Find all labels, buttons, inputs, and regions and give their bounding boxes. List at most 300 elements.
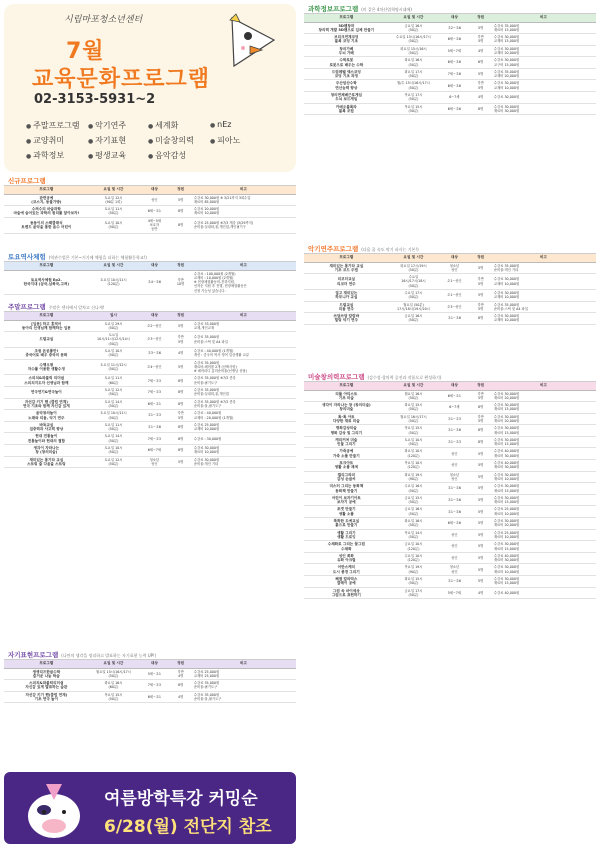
table-row xyxy=(304,425,596,437)
note: 수강료 30,000원 교재비 10,000원 xyxy=(491,289,596,301)
schedule: 월요일 16시/17시 (50분) xyxy=(389,413,439,425)
schedule: 토요일 11시 (50분) xyxy=(89,421,139,433)
column-header: 대상 xyxy=(438,382,470,390)
table-row xyxy=(304,45,596,57)
schedule: 목요일 19시 (90분) xyxy=(389,564,439,576)
note: 수강료 : 30,000원 xyxy=(191,433,296,445)
program-name: 걸고 재미있는 하모니카 교실 xyxy=(304,289,389,301)
capacity: 5명 xyxy=(470,529,490,541)
capacity: 5명 xyxy=(470,289,490,301)
program-table xyxy=(4,262,296,295)
capacity: 각반 5명 xyxy=(470,34,490,46)
capacity: 8명 xyxy=(470,402,490,414)
program-table xyxy=(304,254,596,325)
schedule: 수요일 16시 (50분) xyxy=(389,483,439,495)
note: 수강료 30,000원 준비물:개인 기타 xyxy=(191,456,296,468)
target: 6세~초6 xyxy=(438,518,470,530)
schedule: 목요일 15시 (50분) xyxy=(89,691,139,703)
schedule: 월요일 15시/16시/17시 (50분) xyxy=(89,668,139,680)
history-section xyxy=(4,252,296,295)
target: 초3~성인 xyxy=(438,301,470,313)
selfdev-section xyxy=(4,650,296,703)
table-row xyxy=(304,103,596,115)
capacity: 5명 xyxy=(470,564,490,576)
column-header: 프로그램 xyxy=(4,186,89,194)
program-name: 생각이 자라나는 창 (창의미술) xyxy=(4,445,89,457)
cow-mascot xyxy=(14,778,94,840)
schedule: 화요일 15시 (50분) xyxy=(389,402,439,414)
note: 수강료 25,000원 ※7/3 개강 (3/29까지) 준비물:실내화,물,개인컵,개인필기구 xyxy=(191,217,296,233)
note: 수강료 30,000원 재료비 15,000원 xyxy=(491,436,596,448)
target: 초1~성인 xyxy=(438,274,470,290)
capacity: 4명 xyxy=(170,347,190,359)
note: 수강료 30,000원 교재비 10,000원 xyxy=(491,274,596,290)
program-name: 3D펜창작 창의력 개발 3D펜으로 입체 만들기 xyxy=(304,22,389,34)
capacity: 각반 5명 xyxy=(470,390,490,402)
note: 수강료 25,000원 교재비 25,000원 xyxy=(191,668,296,680)
target: 6세~초1 xyxy=(138,206,170,218)
category-item: ● 미술창의력 xyxy=(148,135,210,146)
category-item: ● 주말프로그램 xyxy=(26,120,88,131)
section-title-text: 미술창의력프로그램 xyxy=(308,373,365,381)
schedule: 토요일 12시 (50분) xyxy=(89,456,139,468)
section-title-text: 신규프로그램 xyxy=(8,177,46,185)
program-name: 연극연기&연극놀이 xyxy=(4,387,89,399)
target: 5세~7세 xyxy=(438,45,470,57)
section-title xyxy=(304,244,596,254)
target: 청소년 성인 xyxy=(438,471,470,483)
target: 성인 xyxy=(438,541,470,553)
program-name: 리틀 아티스트 기초 미술 xyxy=(304,390,389,402)
program-name: 드럼교실 리듬 연주 xyxy=(304,301,389,313)
table-row xyxy=(4,691,296,703)
target: 초1~초3 xyxy=(438,413,470,425)
table-row xyxy=(304,289,596,301)
note: 수강료 30,000원 재료비 15,000원 xyxy=(491,494,596,506)
section-title xyxy=(304,4,596,14)
target: 6~7세 xyxy=(438,92,470,104)
section-title-text: 악기연주프로그램 xyxy=(308,245,359,253)
target: 초1~초3 xyxy=(438,436,470,448)
program-name: 톡-톡 아트 다양한 재료 미술 xyxy=(304,413,389,425)
column-header: 프로그램 xyxy=(4,312,89,320)
section-title xyxy=(304,372,596,382)
schedule: 수요일 17시 (50분) xyxy=(389,289,439,301)
table-row xyxy=(304,301,596,313)
target: 7세~초6 xyxy=(438,68,470,80)
schedule: 토요일 29시 (50분) xyxy=(89,320,139,332)
target: 초1~초6 xyxy=(438,425,470,437)
program-name: 바둑교실 집중력과 사고력 향상 xyxy=(4,421,89,433)
program-name: 명화감상미술 명화 감상 및 그리기 xyxy=(304,425,389,437)
section-subtitle: 주말은 센터에서 알차고 신나게! xyxy=(48,305,105,310)
target: 7세~초3 xyxy=(138,387,170,399)
target: 6세~7세 xyxy=(138,445,170,457)
schedule: 토요일 11시 (50분) xyxy=(89,206,139,218)
capacity: 5명 xyxy=(470,262,490,274)
schedule: 월요일 16시 (50분) xyxy=(389,390,439,402)
program-name: 성인 회화 유화 아크릴 xyxy=(304,552,389,564)
capacity: 4명 xyxy=(470,45,490,57)
note: 수강료 : 100,000원 (2개월) 교재비 : 10,000원 (2개월) ※ 현장체험활동비-진하지원, 선착순 지원 후 진행, 현장체험활동은 신청 가능성 있습니다. xyxy=(191,270,296,294)
table-row xyxy=(4,410,296,422)
section-subtitle: (나만의 생각을 정리하고 발표하는 자기표현 능력 UP!) xyxy=(61,653,157,658)
table-row xyxy=(4,433,296,445)
target: 6세~초6 xyxy=(438,80,470,92)
schedule: 월/수 15시/16시/17시 (50분) xyxy=(389,80,439,92)
schedule: 토요일 10시 (50분) xyxy=(89,445,139,457)
column-header: 비고 xyxy=(491,14,596,22)
program-name: 수행오평 자수를 이용한 생활수정 xyxy=(4,359,89,375)
target: 7세~초3 xyxy=(138,680,170,692)
music-section xyxy=(304,244,596,325)
column-header: 정원 xyxy=(170,186,190,194)
target: 7세~초3 xyxy=(138,433,170,445)
note: 수강료 35,000원 교재비 20,000원 xyxy=(491,68,596,80)
schedule: 토요일 10시 (50분) xyxy=(389,436,439,448)
section-title-text: 주말프로그램 xyxy=(8,303,46,311)
program-name: 드럼교실 xyxy=(4,332,89,348)
note: 수강료 30,000원 재료비 10,000원 xyxy=(491,471,596,483)
target: 청소년 성인 xyxy=(138,456,170,468)
table-row xyxy=(304,552,596,564)
column-header: 정원 xyxy=(470,382,490,390)
program-name: 캘리그라피 감성 손글씨 xyxy=(304,471,389,483)
target: 초2~초6 xyxy=(438,22,470,34)
capacity: 5명 xyxy=(470,22,490,34)
note: 수강료 30,000원 재료비 20,000원 xyxy=(491,518,596,530)
program-name: 현대 전통놀이 전통놀이와 현대의 결합 xyxy=(4,433,89,445)
program-name: 관련공예 (코스지, 동물가방) xyxy=(4,194,89,206)
table-row xyxy=(304,57,596,69)
column-header: 대상 xyxy=(138,262,170,270)
capacity: 8명 xyxy=(170,421,190,433)
capacity: 8명 xyxy=(470,436,490,448)
schedule: 화요일 15시 (50분) xyxy=(389,576,439,588)
column-header: 대상 xyxy=(438,254,470,262)
table-row xyxy=(304,518,596,530)
program-name: 토요역사체험 Ep2. 한국지대 (삼국,남북국,고려) xyxy=(4,270,89,294)
target: 초1~초6 xyxy=(438,494,470,506)
table-row xyxy=(304,402,596,414)
note: 수강료 30,000원 재료비 10,000원 xyxy=(491,564,596,576)
program-name: 포켓 만들기 생활 소품 xyxy=(304,506,389,518)
capacity: 5명 xyxy=(470,460,490,472)
program-name: 어린이 보자기아트 보자기 공예 xyxy=(304,494,389,506)
column-header: 대상 xyxy=(138,186,170,194)
capacity: 8명 xyxy=(170,433,190,445)
schedule: 토요일 11시/12시 (50분) xyxy=(89,359,139,375)
category-tag: ● 피아노 xyxy=(210,135,250,146)
table-row xyxy=(304,564,596,576)
target: 7세~초3 xyxy=(138,375,170,387)
capacity: 각반 5명 xyxy=(470,274,490,290)
target: 초4~성인 xyxy=(138,359,170,375)
target: 초1~초6 xyxy=(438,576,470,588)
program-table xyxy=(4,186,296,234)
schedule: 금요일 16시 (50분) xyxy=(389,313,439,325)
note: 수강료 40,000원 재료비 30,000원 xyxy=(491,448,596,460)
column-header: 비고 xyxy=(191,660,296,668)
center-name: 시립마포청소년센터 xyxy=(64,15,143,25)
column-header: 비고 xyxy=(491,254,596,262)
table-row xyxy=(4,206,296,218)
schedule: 토요일 10시 (50분) xyxy=(89,347,139,359)
note: 수강료 30,000원 재료비 15,000원 xyxy=(491,483,596,495)
banner-line-2: 6/28(월) 전단지 참조 xyxy=(104,817,272,837)
target: 성인 xyxy=(138,194,170,206)
table-row xyxy=(4,194,296,206)
program-title: 교육문화프로그램 xyxy=(32,67,211,92)
capacity: 8명 xyxy=(470,103,490,115)
column-header: 요일 및 시간 xyxy=(89,660,139,668)
note: 수강료 : 40,000원 교재비 : 20,000원 (1개월) xyxy=(191,410,296,422)
program-name: 주산암산수학 연산능력 향상 xyxy=(304,80,389,92)
capacity: 5명 xyxy=(170,456,190,468)
table-row xyxy=(4,359,296,375)
program-name: 카메오블록라 블록 조립 xyxy=(304,103,389,115)
hero-header xyxy=(4,4,296,172)
target: 초1~초6 xyxy=(438,483,470,495)
section-title-text: 토요역사체험 xyxy=(8,253,46,261)
note: 수강료 35,000원 준비물:스틱 및 A4 파일 xyxy=(491,301,596,313)
capacity: 각반 10명 xyxy=(170,270,190,294)
table-row xyxy=(304,274,596,290)
table-row xyxy=(4,445,296,457)
note: 수강료 30,000원 ※ 3/21까지 3회수업 재료비 85,000원 xyxy=(191,194,296,206)
column-header: 대상 xyxy=(138,312,170,320)
note: 수강료 30,000원 재료비 30,000원 xyxy=(491,103,596,115)
schedule: 토요일 14시 (50분) xyxy=(89,398,139,410)
schedule: 수요일 10시 (120분) xyxy=(389,552,439,564)
note: 수강료 25,000원 재료비 10,000원 xyxy=(491,529,596,541)
table-row xyxy=(304,483,596,495)
table-row xyxy=(304,541,596,553)
table-row xyxy=(304,22,596,34)
note: 수강료 30,000원 교재비 20,000원 xyxy=(491,45,596,57)
target: 청소년 성인 xyxy=(438,262,470,274)
target: 6세~초6 xyxy=(438,103,470,115)
table-row xyxy=(304,494,596,506)
capacity: 5명 xyxy=(170,359,190,375)
column-header: 정원 xyxy=(470,254,490,262)
table-row xyxy=(304,576,596,588)
phone-number: 02-3153-5931~2 xyxy=(34,92,156,107)
note: 수강료 35,000원 준비물:스틱 및 A4 파일 xyxy=(191,332,296,348)
note: 수강료 35,000원 ※7/3 종강 준비물:필기도구 xyxy=(191,375,296,387)
program-table xyxy=(4,660,296,703)
month-label: 7월 xyxy=(66,39,105,64)
target: 성인 xyxy=(438,448,470,460)
schedule: 화요일 16시 (50분) xyxy=(389,518,439,530)
capacity: 5명 xyxy=(470,506,490,518)
note: 수강료 30,000원 교구비 15,000원 xyxy=(491,57,596,69)
column-header: 요일 및 시간 xyxy=(389,14,439,22)
capacity: 각반 5명 xyxy=(470,413,490,425)
target: 초2~성인 xyxy=(138,320,170,332)
program-name: 캐리커처 미술 인물 그리기 xyxy=(304,436,389,448)
note: 수강료 35,000원 준비물:실내화,물,개인컵 xyxy=(191,387,296,399)
note: 수강료 35,000원 재료비 15,000원 xyxy=(491,22,596,34)
capacity: 5명 xyxy=(170,194,190,206)
program-name: 창의가베 두뇌 가베 xyxy=(304,45,389,57)
capacity: 5명 xyxy=(470,68,490,80)
column-header: 프로그램 xyxy=(304,14,389,22)
capacity: 5명 xyxy=(470,483,490,495)
note: 수강료 30,000원 교재비 10,000원 xyxy=(491,313,596,325)
section-subtitle: (역관수업은 기본~거기에 체험을 더하는 체험활동학교!) xyxy=(48,255,147,260)
target: 6세~초1 xyxy=(438,390,470,402)
schedule: 토요일 12시 (90분 1회) xyxy=(89,194,139,206)
capacity: 5명 xyxy=(470,576,490,588)
program-table xyxy=(4,312,296,468)
schedule: 금요일 10시 (120분) xyxy=(389,541,439,553)
program-name: 가죽공예 가죽 소품 만들기 xyxy=(304,448,389,460)
note: 수강료 40,000원 재료비 30,000원 xyxy=(491,552,596,564)
schedule: 목요일 17시 (50분) xyxy=(389,92,439,104)
capacity: 각반 5명 xyxy=(470,301,490,313)
table-row xyxy=(4,347,296,359)
art-section xyxy=(304,372,596,599)
table-row xyxy=(4,320,296,332)
table-row xyxy=(4,387,296,399)
note: 수강료 30,000원 교재비 15,000원 xyxy=(491,34,596,46)
capacity: 각반 5명 xyxy=(170,332,190,348)
target: 초1~성인 xyxy=(438,289,470,301)
capacity: 5명 xyxy=(470,541,490,553)
schedule: 금요일 16시 (50분) xyxy=(389,22,439,34)
capacity: 8명 xyxy=(470,425,490,437)
section-title xyxy=(4,302,296,312)
program-name: 동동이의 스웩클래식 트렌드 음악을 통한 음수 어린이 xyxy=(4,217,89,233)
section-subtitle: (다음 줄 속도 악기 파사는 기본!) xyxy=(361,247,419,252)
table-row xyxy=(4,680,296,692)
table-row xyxy=(304,471,596,483)
capacity: 8명 xyxy=(170,445,190,457)
category-item: ● 음악감성 xyxy=(148,150,210,161)
program-table xyxy=(304,382,596,599)
column-header: 대상 xyxy=(138,660,170,668)
note: 수강료 30,000원 재료비 15,000원 xyxy=(491,576,596,588)
target: 5세~7세 xyxy=(438,587,470,599)
note: 수강료 25,000원 교재비 10,000원 xyxy=(191,421,296,433)
science-section xyxy=(304,4,596,115)
schedule: 목요일 14시 (50분) xyxy=(389,529,439,541)
target: 6세~초1 xyxy=(138,398,170,410)
schedule: 화요일 15시/16시 (50분) xyxy=(389,45,439,57)
column-header: 일시 xyxy=(89,312,139,320)
note: 수강료 35,000원 준비물:개인 기타 xyxy=(491,262,596,274)
note: 수강료 30,000원 재료비 10,000원 xyxy=(191,445,296,457)
capacity: 8명 xyxy=(170,206,190,218)
table-row xyxy=(304,413,596,425)
category-item: ● 악기연주 xyxy=(88,120,148,131)
category-item: ● 세계화 xyxy=(148,120,210,131)
table-row xyxy=(304,436,596,448)
program-name: 어반스케치 도시 풍경 그리기 xyxy=(304,564,389,576)
schedule: 화요일 16시 (50분) xyxy=(389,57,439,69)
note: 수강료 30,000원 재료비 15,000원 xyxy=(491,541,596,553)
capacity: 6명 xyxy=(470,57,490,69)
table-row xyxy=(4,398,296,410)
target: 5세~초1 xyxy=(138,668,170,680)
column-header: 요일 및 시간 xyxy=(89,186,139,194)
table-row xyxy=(304,34,596,46)
section-subtitle: (감수성·창의력 증진과 작품으로 완성하기) xyxy=(367,375,442,380)
note: 수강료 25,000원 재료비 10,000원 xyxy=(491,506,596,518)
program-name: 혜결 칼라믹스 클레이 공예 xyxy=(304,576,389,588)
schedule: 월요일 (50분) 17시/18시/19시/20시 xyxy=(389,301,439,313)
note: 수강료 30,000원 재료비 20,000원 xyxy=(491,390,596,402)
program-name: 리코더교실 리코더 연주 xyxy=(304,274,389,290)
table-row xyxy=(304,390,596,402)
capacity: 8명 xyxy=(170,387,190,399)
target: 초1~초3 xyxy=(138,410,170,422)
target: 청소년 성인 xyxy=(438,564,470,576)
column-header: 프로그램 xyxy=(304,254,389,262)
summer-special-banner xyxy=(4,772,296,844)
program-name: 생생리즈한글수학 즐거운 나눔 학습 xyxy=(4,668,89,680)
schedule: 토요일 10시/11시 (50분) xyxy=(89,410,139,422)
column-header: 프로그램 xyxy=(304,382,389,390)
program-name: 그림 속 마이세상 그림으로 표현하기 xyxy=(304,587,389,599)
target: 6세~초1 xyxy=(138,691,170,703)
column-header: 요일 및 시간 xyxy=(389,382,439,390)
table-row xyxy=(4,332,296,348)
target: 6세~초6 xyxy=(438,57,470,69)
section-subtitle: (미 같은 4차산업혁명시대에) xyxy=(361,7,412,12)
column-header: 대상 xyxy=(438,14,470,22)
table-row xyxy=(304,529,596,541)
target: 성인 xyxy=(438,460,470,472)
section-title xyxy=(4,176,296,186)
program-name: 포크아트 생활 소품 채색 xyxy=(304,460,389,472)
note: 수강료 40,000원 재료비 30,000원 xyxy=(491,460,596,472)
column-header: 프로그램 xyxy=(4,262,89,270)
capacity: 4명 xyxy=(470,92,490,104)
program-name: 수채화로 그리는 꽃그림 수채화 xyxy=(304,541,389,553)
program-name: 자선감 키기 핸 (클럽 연계) 연극 기초와 함께 자신감 있게 xyxy=(4,398,89,410)
capacity: 각반 5명 xyxy=(170,410,190,422)
table-row xyxy=(4,668,296,680)
program-name: 수학로봇 로봇으로 배우는 수학 xyxy=(304,57,389,69)
schedule: 목요일 15시 (50분) xyxy=(389,425,439,437)
capacity: 8명 xyxy=(170,375,190,387)
schedule: 화요일 19시 (90분) xyxy=(389,471,439,483)
column-header: 요일 및 시간 xyxy=(89,262,139,270)
table-row xyxy=(4,270,296,294)
target: 초3~초6 xyxy=(138,347,170,359)
table-row xyxy=(304,448,596,460)
capacity: 각반 4명 xyxy=(170,668,190,680)
target: 초1~초6 xyxy=(438,313,470,325)
schedule: 토요일 12시 (50분) xyxy=(89,387,139,399)
target: 초4~초6 xyxy=(138,270,170,294)
note: 수강료 20,000원 재료비 10,000원 xyxy=(191,206,296,218)
category-item: ● 평생교육 xyxy=(88,150,148,161)
note: 수강료 30,000원 교재비 10,000원 xyxy=(491,80,596,92)
schedule: 토요일 10시 (50분) xyxy=(89,217,139,233)
capacity: 5명 xyxy=(170,320,190,332)
column-header: 정원 xyxy=(170,660,190,668)
schedule: 화요일 10시 (120분) xyxy=(389,448,439,460)
table-row xyxy=(4,375,296,387)
program-name: 재미있는 통기타 교실 스트링 줄 다음을 스트링 xyxy=(4,456,89,468)
column-header: 정원 xyxy=(470,14,490,22)
capacity: 5명 xyxy=(470,471,490,483)
schedule: 화요일 17시 (50분) xyxy=(389,68,439,80)
mascot-character xyxy=(216,10,286,72)
